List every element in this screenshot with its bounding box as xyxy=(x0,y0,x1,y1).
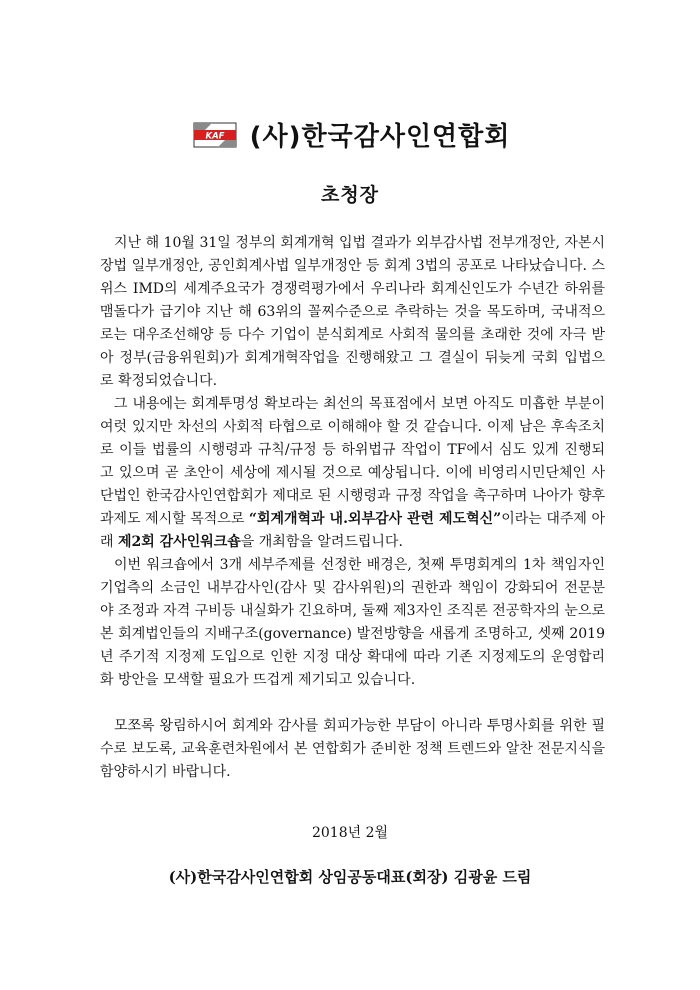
paragraph-2-text-c: 을 개최함을 알려드립니다. xyxy=(240,534,403,550)
kaf-logo-icon xyxy=(190,119,240,151)
paragraph-1: 지난 해 10월 31일 정부의 회계개혁 입법 결과가 외부감사법 전부개정안, 자본시장법 일부개정안, 공인회계사법 일부개정안 등 회계 3법의 공포로 나타났습니다. 스위스 IMD의 세계주요국가 경쟁력평가에서 우리나라 회계신인도가 수년간 하위를 맴돌다가 급기야 지난 해 63위의 꼴찌수준으로 추락하는 것을 목도하며, 국내적으로는 대우조선해양 등 다수 기업이 분식회계로 사회적 물의를 초래한 것에 자극 받아 정부(금융위원회)가 회계개혁작업을 진행해왔고 그 결실이 뒤늦게 국회 입법으로 확정되었습니다. xyxy=(100,235,605,389)
signature: (사)한국감사인연합회 상임공동대표(회장) 김광윤 드림 xyxy=(168,868,532,886)
workshop-name: 제2회 감사인워크숍 xyxy=(117,534,241,550)
paragraph-4: 모쪼록 왕림하시어 회계와 감사를 회피가능한 부담이 아니라 투명사회를 위한 필수로 보도록, 교육훈련차원에서 본 연합회가 준비한 정책 트렌드와 알찬 전문지식을 함양하시기 바랍니다. xyxy=(100,718,605,780)
workshop-theme: “회계개혁과 내.외부감사 관련 제도혁신” xyxy=(248,511,502,527)
letter-body xyxy=(100,232,605,784)
paragraph-2-text-b: 이라는 대주제 아래 xyxy=(100,511,605,550)
paragraph-3: 이번 워크숍에서 3개 세부주제를 선정한 배경은, 첫째 투명회계의 1차 책임자인 기업측의 소금인 내부감사인(감사 및 감사위원)의 권한과 책임이 강화되어 전문분야 조정과 자격 구비등 내실화가 긴요하며, 둘째 제3자인 조직론 전공학자의 눈으로 본 회계법인들의 지배구조(governance) 발전방향을 새롭게 조명하고, 셋째 2019년 주기적 지정제 도입으로 인한 지정 대상 확대에 따라 기존 지정제도의 운영합리화 방안을 모색할 필요가 뜨겁게 제기되고 있습니다. xyxy=(100,557,605,688)
paragraph-2-text-a: 그 내용에는 회계투명성 확보라는 최선의 목표점에서 보면 아직도 미흡한 부분이 여럿 있지만 차선의 사회적 타협으로 이해해야 할 것 같습니다. 이제 남은 후속조치로 이들 법률의 시행령과 규칙/규정 등 하위법규 작업이 TF에서 심도 있게 진행되고 있으며 곧 초안이 세상에 제시될 것으로 예상됩니다. 이에 비영리시민단체인 사단법인 한국감사인연합회가 제대로 된 시행령과 규정 작업을 촉구하며 나아가 향후 과제도 제시할 목적으로 xyxy=(100,396,605,527)
letter-date: 2018년 2월 xyxy=(311,825,389,841)
organization-name: (사)한국감사인연합회 xyxy=(249,122,511,152)
letterhead xyxy=(0,116,700,153)
paragraph-2 xyxy=(100,393,605,554)
document-title: 초청장 xyxy=(320,184,380,206)
logo-text: KAF xyxy=(205,131,225,141)
